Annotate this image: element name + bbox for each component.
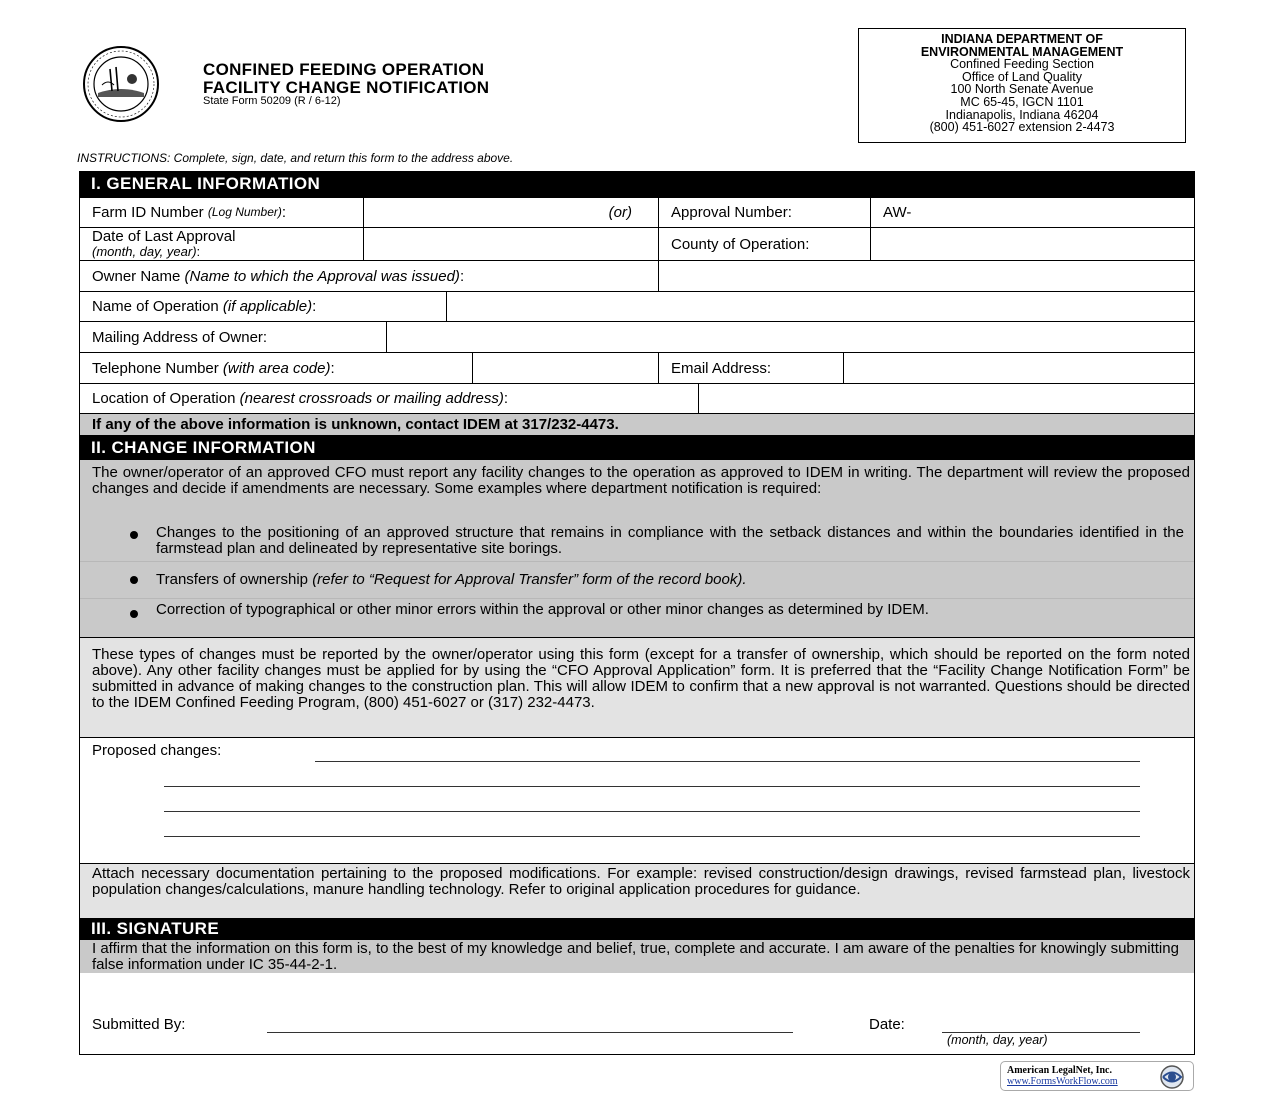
agency-address-box: [858, 28, 1186, 143]
proposed-changes-line-1[interactable]: [315, 761, 1140, 762]
email-input[interactable]: [844, 353, 1196, 383]
change-types-block: [79, 638, 1195, 737]
operation-name-row: [79, 292, 1195, 321]
agency-name-line-1: INDIANA DEPARTMENT OF: [941, 32, 1103, 46]
operation-name-hint: (if applicable): [222, 298, 313, 315]
location-label: [80, 384, 698, 413]
section-1-heading: I. GENERAL INFORMATION: [79, 171, 1195, 197]
owner-name-colon: :: [459, 267, 465, 285]
indiana-state-seal: [62, 45, 180, 123]
signature-line[interactable]: [267, 1032, 793, 1033]
owner-name-input[interactable]: [659, 261, 1196, 291]
unknown-info-notice: If any of the above information is unknown, contact IDEM at 317/232-4473.: [92, 416, 619, 433]
telephone-hint: (with area code): [222, 359, 331, 377]
affirmation-block: [79, 940, 1195, 973]
agency-office: Office of Land Quality: [962, 69, 1082, 84]
form-number: State Form 50209 (R / 6-12): [203, 95, 341, 107]
agency-mailcode: MC 65-45, IGCN 1101: [960, 94, 1084, 109]
mailing-address-row: [79, 322, 1195, 352]
proposed-changes-line-2[interactable]: [164, 786, 1140, 787]
agency-street: 100 North Senate Avenue: [950, 82, 1094, 97]
telephone-label: [80, 353, 472, 383]
farm-id-hint: (Log Number): [207, 205, 282, 219]
approval-number-input[interactable]: AW-: [883, 203, 912, 221]
owner-name-label-text: Owner Name: [92, 267, 181, 285]
affirmation-text: I affirm that the information on this form is, to the best of my knowledge and belief, true, complete and accurate. I am aware of the penalties for knowingly submitting false information under IC 35-44-2-1.: [92, 940, 1179, 973]
agency-section: Confined Feeding Section: [950, 57, 1094, 72]
farm-id-label: [80, 197, 363, 227]
location-input[interactable]: [699, 384, 1196, 413]
submitted-by-label: Submitted By:: [92, 1016, 186, 1033]
signature-block: [79, 973, 1195, 1055]
farm-id-colon: :: [281, 203, 287, 221]
unknown-info-notice-row: [79, 414, 1195, 435]
location-colon: :: [503, 390, 509, 407]
change-examples-block: [79, 460, 1195, 637]
location-row: [79, 384, 1195, 413]
instructions-text: INSTRUCTIONS: Complete, sign, date, and return this form to the address above.: [77, 151, 514, 165]
change-types-text: These types of changes must be reported by the owner/operator using this form (except for a transfer of ownership, which should be reported on the form noted above). Any other facility changes must be applied for by using the “CFO Approval Application” form. It is preferred that the “Facility Change Notification Form” be submitted in advance of making changes to the construction plan. This will allow IDEM to confirm that a new approval is not warranted. Questions should be directed to the IDEM Confined Feeding Program, (800) 451-6027 or (317) 232-4473.: [92, 646, 1190, 711]
last-approval-input[interactable]: [364, 228, 658, 260]
american-legalnet-logo[interactable]: [1000, 1061, 1194, 1091]
example-bullet-2-text: Transfers of ownership: [156, 571, 313, 588]
owner-name-row: [79, 261, 1195, 291]
date-hint: (month, day, year): [947, 1033, 1048, 1047]
example-bullet-1: Changes to the positioning of an approved structure that remains in compliance with the setback distances and within the boundaries identified in the farmstead plan and delineated by representative site borings.: [156, 524, 1184, 557]
operation-name-input[interactable]: [447, 292, 1196, 321]
last-approval-row: [79, 228, 1195, 260]
example-bullet-2-hint: (refer to “Request for Approval Transfer” form of the record book).: [312, 571, 747, 588]
section-2-heading: II. CHANGE INFORMATION: [79, 435, 1195, 460]
company-url[interactable]: www.FormsWorkFlow.com: [1007, 1076, 1118, 1087]
or-text: (or): [608, 203, 632, 221]
date-label: Date:: [869, 1016, 905, 1033]
example-bullet-2: [156, 572, 1184, 588]
attach-docs-text: Attach necessary documentation pertaining to the proposed modifications. For example: revised construction/design drawings, revised farmstead plan, livestock population changes/calculations, manure handling technology. Refer to original application procedures for guidance.: [92, 865, 1190, 898]
owner-name-label: [80, 261, 658, 291]
proposed-changes-label: Proposed changes:: [92, 742, 222, 759]
approval-number-label: Approval Number:: [671, 203, 792, 221]
agency-phone: (800) 451-6027 extension 2-4473: [929, 120, 1115, 135]
workflow-globe-icon: [1155, 1064, 1189, 1090]
last-approval-label: [80, 228, 363, 260]
bullet-icon: [130, 610, 138, 618]
telephone-colon: :: [330, 359, 335, 377]
form-title-line-2: FACILITY CHANGE NOTIFICATION: [203, 78, 490, 97]
last-approval-label-text: Date of Last Approval: [92, 228, 236, 245]
agency-name-line-2: ENVIRONMENTAL MANAGEMENT: [920, 44, 1124, 59]
location-hint: (nearest crossroads or mailing address): [239, 390, 504, 407]
farm-id-row: [79, 197, 1195, 227]
email-label: Email Address:: [671, 359, 772, 377]
farm-id-label-text: Farm ID Number: [92, 203, 204, 221]
county-label: County of Operation:: [671, 235, 810, 253]
last-approval-hint: (month, day, year): [92, 244, 197, 259]
location-label-text: Location of Operation: [92, 390, 236, 407]
agency-city: Indianapolis, Indiana 46204: [945, 107, 1099, 122]
mailing-address-label: Mailing Address of Owner:: [92, 328, 268, 346]
bullet-icon: [130, 576, 138, 584]
owner-name-hint: (Name to which the Approval was issued): [184, 267, 460, 285]
proposed-changes-line-4[interactable]: [164, 836, 1140, 837]
company-name: American LegalNet, Inc.: [1007, 1065, 1112, 1076]
proposed-changes-line-3[interactable]: [164, 811, 1140, 812]
contact-row: [79, 353, 1195, 383]
operation-name-label: [80, 292, 446, 321]
operation-name-colon: :: [312, 298, 317, 315]
operation-name-label-text: Name of Operation: [92, 298, 219, 315]
bullet-icon: [130, 531, 138, 539]
telephone-label-text: Telephone Number: [92, 359, 219, 377]
change-intro-text: The owner/operator of an approved CFO must report any facility changes to the operation as approved to IDEM in writing. The department will review the proposed changes and decide if amendments are necessary. Some examples where department notification is required:: [92, 464, 1190, 497]
telephone-input[interactable]: [473, 353, 658, 383]
section-3-heading: III. SIGNATURE: [79, 918, 1195, 940]
example-bullet-3: Correction of typographical or other minor errors within the approval or other minor changes as determined by IDEM.: [156, 601, 929, 618]
county-input[interactable]: [871, 228, 1196, 260]
proposed-changes-block: [79, 738, 1195, 863]
mailing-address-input[interactable]: [387, 322, 1196, 352]
last-approval-colon: :: [196, 244, 201, 259]
farm-id-input[interactable]: [364, 197, 658, 227]
form-title-line-1: CONFINED FEEDING OPERATION: [203, 60, 485, 79]
attach-docs-block: [79, 864, 1195, 918]
